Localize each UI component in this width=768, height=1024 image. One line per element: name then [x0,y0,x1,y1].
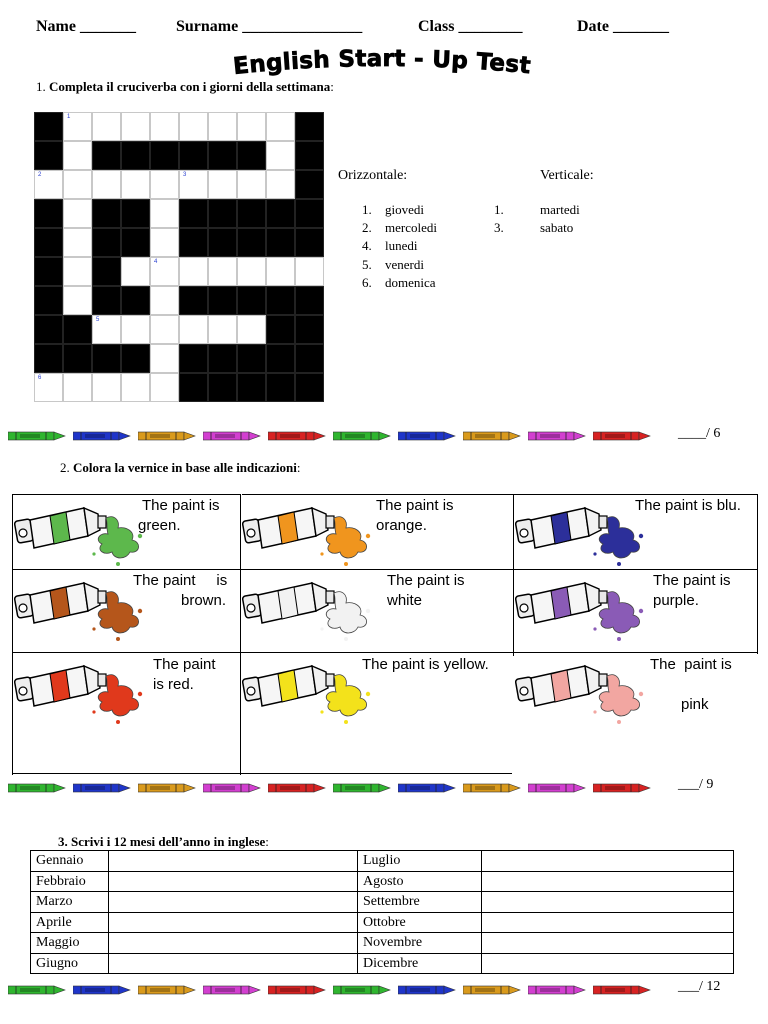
month-row [31,871,734,892]
month-italian: Dicembre [358,953,482,974]
clue-word: domenica [385,274,436,290]
grid-line [242,494,513,495]
class-field[interactable]: Class ________ [418,18,523,35]
month-answer-field[interactable] [482,851,734,872]
paint-tube-icon[interactable] [515,500,655,575]
clue-word: lunedi [385,238,418,254]
crayon-divider-3 [8,984,668,998]
month-row [31,851,734,872]
paint-tube-icon[interactable] [242,500,382,575]
clue-word: giovedi [385,202,424,217]
crayon-icon [203,782,261,794]
paint-color-word: is red. [153,676,194,693]
section3-score[interactable]: ___/ 12 [678,979,721,994]
crayon-icon [73,984,131,996]
section2-score[interactable]: ___/ 9 [678,777,714,792]
crossword-clue-number: 6 [38,375,42,381]
clue-word: mercoledi [385,220,437,236]
paint-tube-icon[interactable] [242,658,382,733]
month-italian: Marzo [31,892,109,913]
months-table [30,850,734,974]
month-answer-field[interactable] [482,892,734,913]
grid-line [12,494,13,775]
month-answer-field[interactable] [109,933,358,954]
crayon-icon [398,984,456,996]
crayon-icon [8,984,66,996]
clue-number: 2. [362,220,372,236]
date-field[interactable]: Date _______ [577,18,669,35]
month-answer-field[interactable] [482,933,734,954]
crossword-clue-number: 1 [67,114,71,120]
paint-description: The paint is blu. [635,497,741,514]
crayon-icon [268,782,326,794]
grid-line [240,494,241,775]
paint-color-word: purple. [653,592,699,609]
section1-score[interactable]: ____/ 6 [678,426,721,441]
month-italian: Gennaio [31,851,109,872]
paint-description: The paint is [650,656,732,673]
paint-description: The paint is [387,572,465,589]
month-answer-field[interactable] [482,871,734,892]
paint-description: The paint [153,656,216,673]
paint-description: The paint is [653,572,731,589]
crayon-icon [528,984,586,996]
grid-line [12,773,512,774]
month-italian: Giugno [31,953,109,974]
month-answer-field[interactable] [482,953,734,974]
test-title-text: English Start - Up Test [232,48,532,80]
crayon-divider-2 [8,782,668,796]
clue-number: 6. [362,274,372,290]
crayon-icon [463,984,521,996]
section3-colon: : [265,834,269,849]
name-field[interactable]: Name _______ [36,18,136,35]
paint-description: The paint is [133,572,228,589]
month-answer-field[interactable] [109,851,358,872]
month-row [31,912,734,933]
crayon-icon [73,782,131,794]
crayon-icon [138,984,196,996]
clue-number: 1. [494,202,504,217]
crossword-clue-number: 2 [38,172,42,178]
horizontal-title: Orizzontale: [338,168,408,183]
paint-color-word: orange. [376,517,427,534]
vertical-title: Verticale: [540,168,594,183]
month-italian: Agosto [358,871,482,892]
crayon-icon [593,782,651,794]
paint-description: The paint is [376,497,454,514]
surname-field[interactable]: Surname _______________ [176,18,363,35]
month-italian: Luglio [358,851,482,872]
section2-instruction-text: Colora la vernice in base alle indicazioni [73,460,297,475]
month-row [31,933,734,954]
paint-tube-icon[interactable] [14,500,154,575]
paint-tube-icon[interactable] [515,575,655,650]
month-row [31,892,734,913]
crossword-clue-number: 5 [96,317,100,323]
crayon-icon [8,782,66,794]
month-answer-field[interactable] [109,912,358,933]
grid-line [12,652,758,653]
paint-description: The paint is yellow. [362,656,489,673]
crayon-icon [268,984,326,996]
section2-colon: : [296,460,301,475]
month-italian: Febbraio [31,871,109,892]
section2-number: 2. [60,460,70,475]
crayon-icon [333,984,391,996]
month-italian: Aprile [31,912,109,933]
month-answer-field[interactable] [109,892,358,913]
clue-number: 4. [362,238,372,254]
section1-number: 1. [36,79,46,94]
month-italian: Ottobre [358,912,482,933]
paint-color-word: green. [138,517,181,534]
paint-color-word: white [387,592,423,609]
grid-line [757,494,758,654]
section3-number: 3. [58,834,68,849]
paint-description: The paint is [142,497,220,514]
crayon-icon [528,782,586,794]
month-italian: Maggio [31,933,109,954]
section3-instruction [58,834,269,850]
crayon-icon [398,782,456,794]
crayon-icon [203,984,261,996]
crossword-clue-number: 3 [183,172,187,178]
clue-number: 1. [362,202,372,217]
month-answer-field[interactable] [482,912,734,933]
section3-instruction-text: Scrivi i 12 mesi dell’anno in inglese [71,834,266,849]
clue-number: 5. [362,256,372,272]
section1-instruction-text: Completa il cruciverba con i giorni della settimana [49,79,331,94]
section1-colon: : [330,79,334,94]
paint-color-word: pink [681,696,709,713]
paint-tube-icon[interactable] [515,658,655,733]
month-answer-field[interactable] [109,953,358,974]
month-italian: Novembre [358,933,482,954]
month-row [31,953,734,974]
crossword-clue-number: 4 [154,259,158,265]
paint-color-word: brown. [181,592,227,609]
paint-tube-icon[interactable] [242,575,382,650]
crayon-icon [333,782,391,794]
month-italian: Settembre [358,892,482,913]
grid-line [12,494,240,495]
grid-line [514,494,758,495]
clue-number: 3. [494,220,504,236]
grid-line [513,494,514,656]
crayon-icon [463,782,521,794]
crayon-icon [593,984,651,996]
crayon-icon [138,782,196,794]
paint-tube-icon[interactable] [14,658,154,733]
clue-word: martedi [540,202,580,217]
month-answer-field[interactable] [109,871,358,892]
clue-word: venerdi [385,256,424,272]
clue-word: sabato [540,220,574,236]
